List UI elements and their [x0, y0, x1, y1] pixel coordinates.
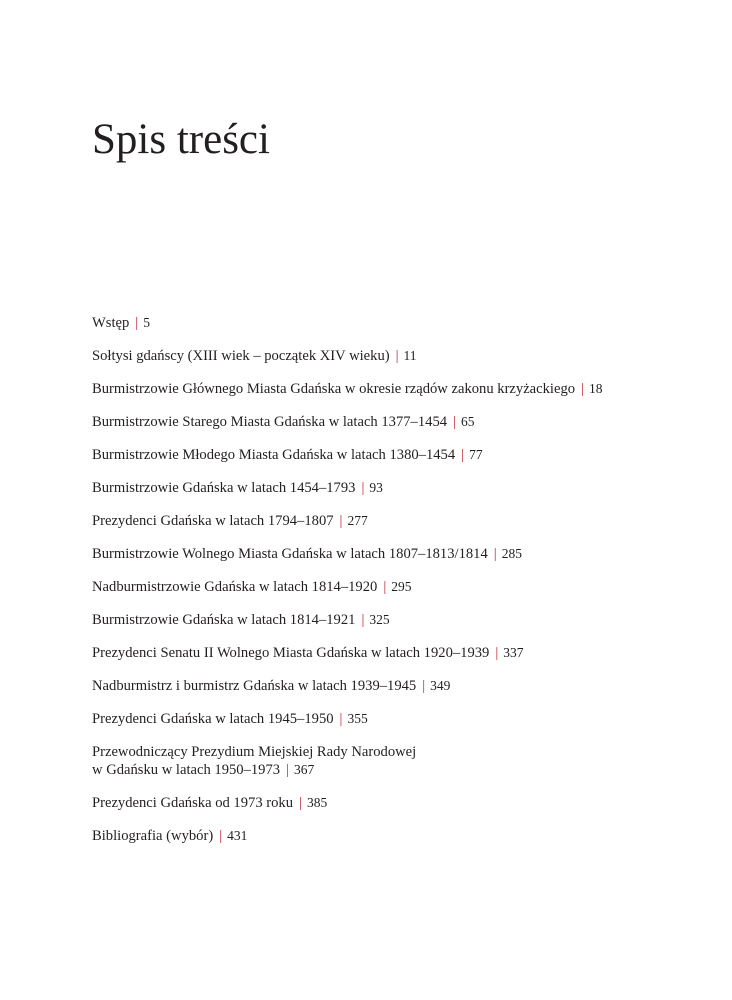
separator-bar: |	[581, 381, 584, 397]
toc-entry-title: Burmistrzowie Młodego Miasta Gdańska w latach 1380–1454	[92, 447, 456, 463]
toc-entry-soltysi[interactable]	[92, 347, 692, 365]
toc-page-number: 355	[347, 711, 368, 726]
toc-entry-title: Sołtysi gdańscy (XIII wiek – początek XIV wieku)	[92, 348, 390, 364]
separator-bar: |	[422, 678, 426, 694]
separator-bar: |	[219, 828, 223, 844]
toc-entry-1814-1921[interactable]	[92, 611, 692, 629]
table-of-contents	[92, 314, 692, 860]
separator-bar: |	[495, 645, 499, 661]
toc-page-number: 325	[369, 612, 390, 627]
separator-bar: |	[453, 414, 456, 430]
toc-entry-mlode-miasto[interactable]	[92, 446, 692, 464]
toc-entry-title: Prezydenci Senatu II Wolnego Miasta Gdańska w latach 1920–1939	[92, 645, 490, 661]
toc-page-number: 18	[588, 381, 603, 396]
toc-entry-title: Nadburmistrz i burmistrz Gdańska w latach 1939–1945	[92, 678, 417, 694]
toc-entry-title: Prezydenci Gdańska w latach 1945–1950	[92, 711, 334, 727]
toc-entry-od-1973[interactable]	[92, 794, 692, 812]
separator-bar: |	[286, 762, 289, 778]
toc-entry-title: Burmistrzowie Starego Miasta Gdańska w latach 1377–1454	[92, 414, 448, 430]
toc-entry-wstep[interactable]	[92, 314, 692, 332]
toc-entry-1454-1793[interactable]	[92, 479, 692, 497]
separator-bar: |	[461, 447, 465, 463]
toc-page-number: 65	[460, 414, 475, 429]
toc-page-number: 349	[430, 678, 451, 693]
toc-entry-title: Prezydenci Gdańska od 1973 roku	[92, 795, 294, 811]
toc-entry-bibliografia[interactable]	[92, 827, 692, 845]
separator-bar: |	[383, 579, 387, 595]
toc-entry-1939-1945[interactable]	[92, 677, 692, 695]
toc-entry-stare-miasto[interactable]	[92, 413, 692, 431]
toc-entry-1945-1950[interactable]	[92, 710, 692, 728]
separator-bar: |	[395, 348, 399, 364]
toc-page-number: 367	[294, 762, 315, 777]
separator-bar: |	[135, 315, 139, 331]
toc-page-number: 93	[369, 480, 383, 495]
toc-entry-title-line2: w Gdańsku w latach 1950–1973	[92, 762, 281, 778]
page-title: Spis treści	[92, 116, 270, 163]
toc-entry-title: Bibliografia (wybór)	[92, 828, 214, 844]
toc-entry-title: Burmistrzowie Gdańska w latach 1454–1793	[92, 480, 356, 496]
separator-bar: |	[361, 480, 365, 496]
toc-page-number: 285	[501, 546, 522, 561]
toc-page-number: 277	[347, 513, 368, 528]
separator-bar: |	[339, 513, 343, 529]
toc-entry-nadburmistrzowie[interactable]	[92, 578, 692, 596]
toc-page-number: 337	[503, 645, 524, 660]
toc-entry-glowne-miasto[interactable]	[92, 380, 692, 398]
toc-entry-title: Burmistrzowie Wolnego Miasta Gdańska w latach 1807–1813/1814	[92, 546, 488, 562]
toc-entry-title: Prezydenci Gdańska w latach 1794–1807	[92, 513, 334, 529]
toc-page-number: 77	[469, 447, 483, 462]
toc-page-number: 5	[143, 315, 150, 330]
toc-entry-senat[interactable]	[92, 644, 692, 662]
toc-entry-title: Nadburmistrzowie Gdańska w latach 1814–1920	[92, 579, 378, 595]
toc-entry-title: Wstęp	[92, 315, 130, 331]
toc-entry-1794-1807[interactable]	[92, 512, 692, 530]
toc-entry-title: Burmistrzowie Gdańska w latach 1814–1921	[92, 612, 356, 628]
toc-entry-title: Burmistrzowie Głównego Miasta Gdańska w okresie rządów zakonu krzyżackiego	[92, 381, 576, 397]
toc-entry-wolne-miasto[interactable]	[92, 545, 692, 563]
separator-bar: |	[361, 612, 365, 628]
separator-bar: |	[339, 711, 343, 727]
toc-page-number: 11	[403, 348, 417, 363]
toc-page-number: 295	[391, 579, 412, 594]
toc-page-number: 431	[227, 828, 248, 843]
toc-entry-prezydium[interactable]	[92, 743, 692, 779]
toc-page-number: 385	[306, 795, 328, 810]
separator-bar: |	[299, 795, 302, 811]
toc-entry-title-line1: Przewodniczący Prezydium Miejskiej Rady Narodowej	[92, 744, 417, 760]
separator-bar: |	[493, 546, 497, 562]
